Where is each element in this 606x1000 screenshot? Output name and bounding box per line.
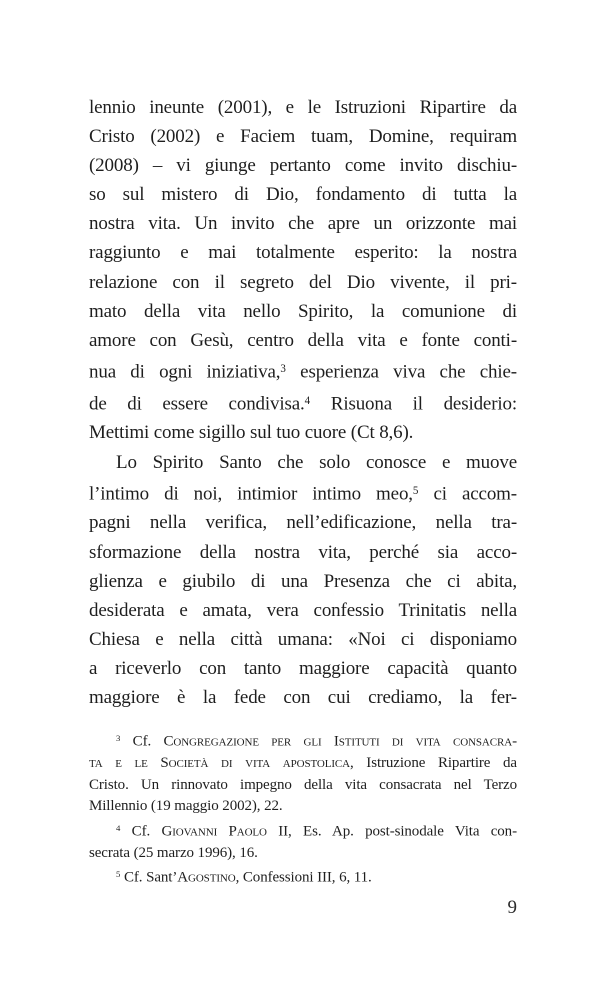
footnote-marker: 4 xyxy=(304,394,311,407)
body-text-line: amore con Gesù, centro della vita e fonte conti- xyxy=(89,329,517,351)
footnote-line: $^5$ Cf. Sant’Agostino, Confessioni III, 6, 11. xyxy=(116,869,372,886)
body-text-line: nua di ogni iniziativa,$^3$ esperienza viva che chie- xyxy=(89,361,517,383)
footnote xyxy=(89,728,517,818)
footnote-line: $^4$ Cf. Giovanni Paolo II, Es. Ap. post-sinodale Vita con- xyxy=(116,822,517,840)
footnote-line: Cristo. Un rinnovato impegno della vita consacrata nel Terzo xyxy=(89,776,517,793)
body-text-line: de di essere condivisa.$^4$ Risuona il desiderio: xyxy=(89,393,517,415)
body-text-line: maggiore è la fede con cui crediamo, la fer- xyxy=(89,687,517,709)
body-text-line: mato della vita nello Spirito, la comunione di xyxy=(89,300,517,322)
page-number: 9 xyxy=(507,897,517,918)
footnote-line: secrata (25 marzo 1996), 16. xyxy=(89,844,258,861)
footnote-marker: 3 xyxy=(280,362,286,375)
body-text-line: glienza e giubilo di una Presenza che ci abita, xyxy=(89,570,517,592)
footnote xyxy=(89,818,517,865)
body-text-line: Chiesa e nella città umana: «Noi ci disponiamo xyxy=(89,628,517,650)
body-text-line: l’intimo di noi, intimior intimo meo,$^5$ ci accom- xyxy=(89,483,517,505)
footnote-line: Millennio (19 maggio 2002), 22. xyxy=(89,798,283,815)
footnote-marker: 4 xyxy=(116,822,121,833)
footnote-marker: 3 xyxy=(116,733,121,743)
body-text-line: Mettimi come sigillo sul tuo cuore (Ct 8,6). xyxy=(89,422,414,444)
body-text-line: lennio ineunte (2001), e le Istruzioni Ripartire da xyxy=(89,97,517,118)
body-text-line: desiderata e amata, vera confessio Trinitatis nella xyxy=(89,599,518,621)
body-text-line: (2008) – vi giunge pertanto come invito dischiu- xyxy=(89,155,517,177)
body-text-line: so sul mistero di Dio, fondamento di tutta la xyxy=(89,184,517,206)
body-text-line: Lo Spirito Santo che solo conosce e muove xyxy=(116,451,517,473)
footnote xyxy=(89,864,517,889)
body-text-block xyxy=(89,93,517,712)
footnotes-block xyxy=(89,728,517,889)
body-text-line: raggiunto e mai totalmente esperito: la nostra xyxy=(89,242,517,264)
footnote-marker: 5 xyxy=(116,869,121,880)
body-text-line: Cristo (2002) e Faciem tuam, Domine, requiram xyxy=(89,126,518,148)
body-text-line: a riceverlo con tanto maggiore capacità quanto xyxy=(89,657,517,679)
body-text-line: sformazione della nostra vita, perché sia acco- xyxy=(89,541,517,563)
body-text-line: nostra vita. Un invito che apre un orizzonte mai xyxy=(89,213,517,235)
body-text-line: relazione con il segreto del Dio vivente, il pri- xyxy=(89,271,517,293)
footnote-marker: 5 xyxy=(412,484,419,497)
footnote-line: ta e le Società di vita apostolica, Istruzione Ripartire da xyxy=(89,755,517,772)
body-text-line: pagni nella verifica, nell’edificazione, nella tra- xyxy=(89,512,517,534)
footnote-line: $^3$ Cf. Congregazione per gli Istituti di vita consacra- xyxy=(116,733,517,750)
